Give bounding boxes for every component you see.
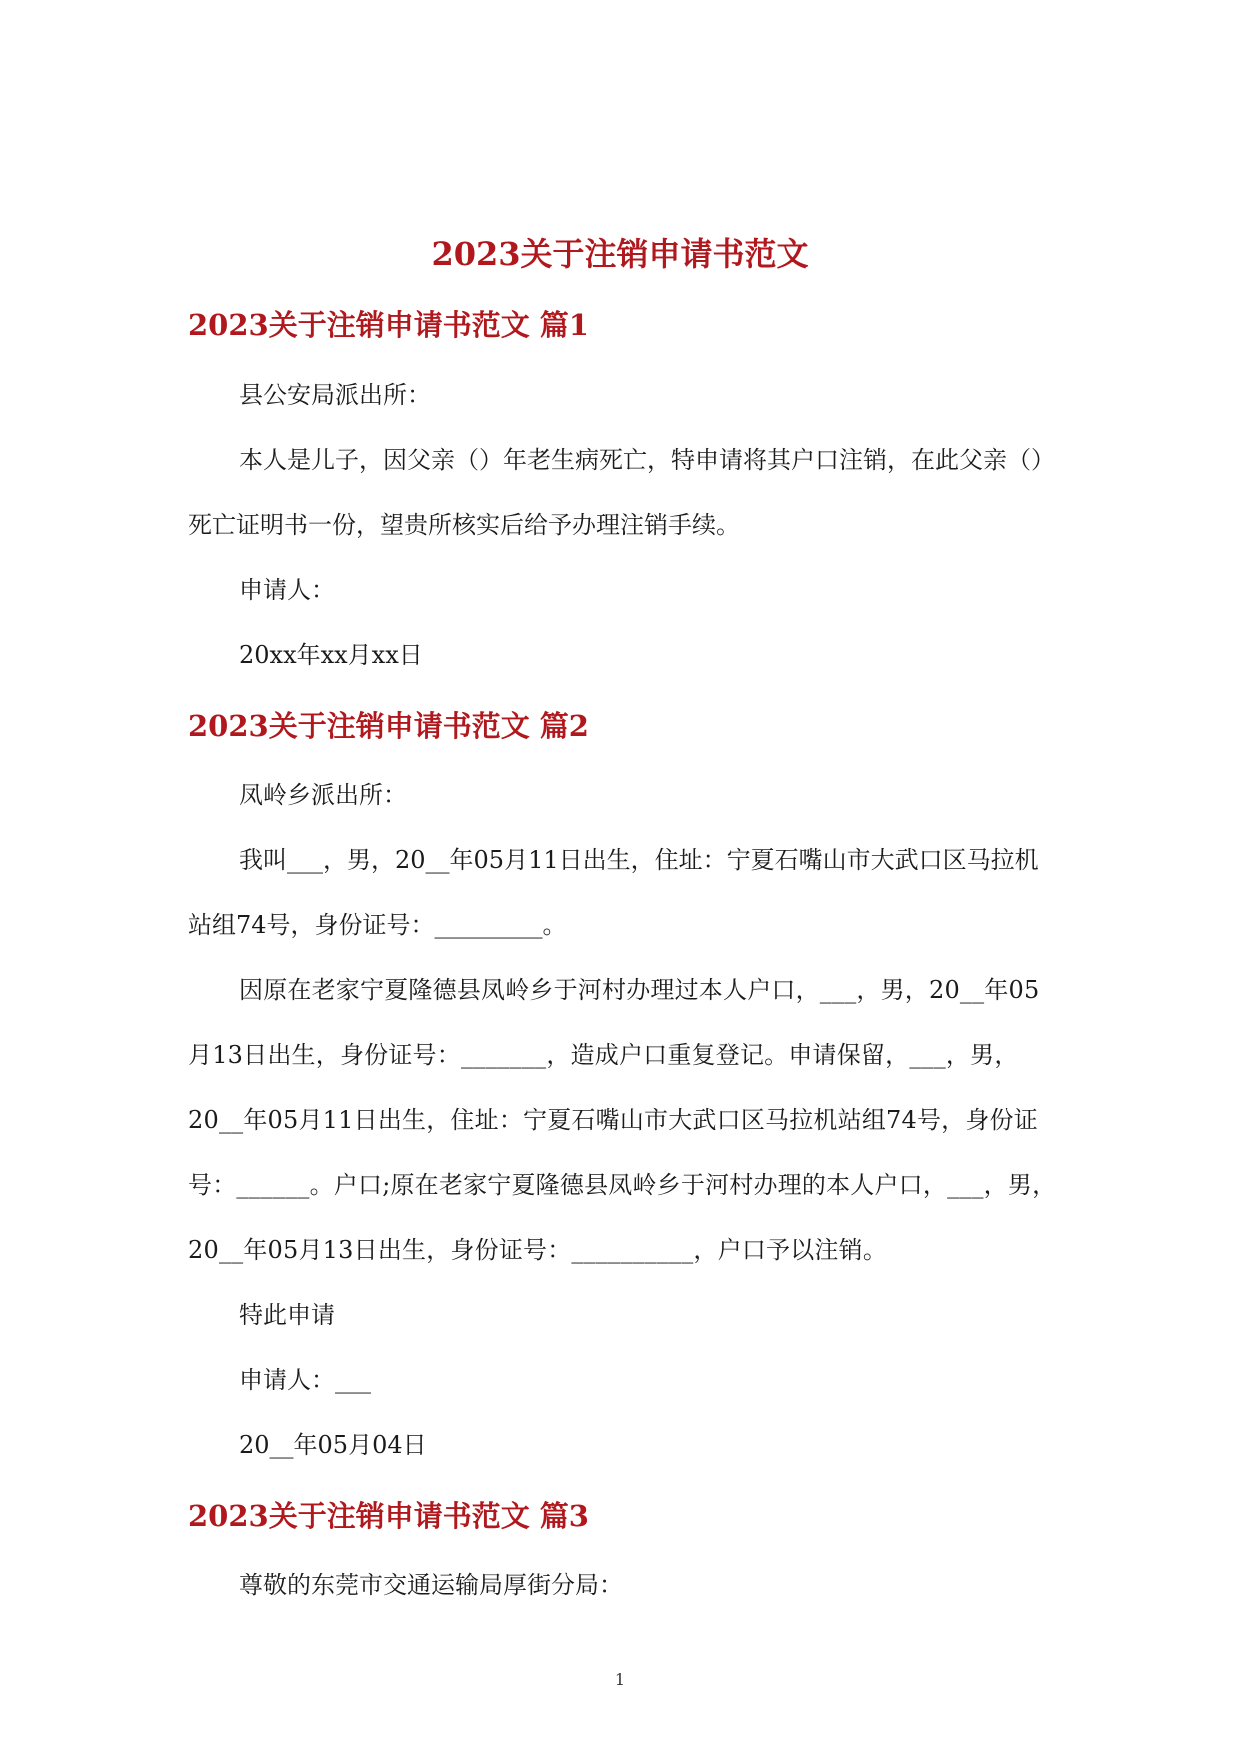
paragraph: 凤岭乡派出所：	[239, 781, 407, 809]
paragraph: 申请人：___	[239, 1366, 371, 1394]
paragraph: 县公安局派出所：	[239, 381, 431, 409]
document-title: 2023关于注销申请书范文	[431, 235, 809, 273]
section-heading-3: 2023关于注销申请书范文 篇3	[188, 1499, 589, 1533]
paragraph: 20__年05月04日	[239, 1431, 427, 1459]
page-number: 1	[614, 1670, 626, 1689]
paragraph: 我叫___，男，20__年05月11日出生，住址：宁夏石嘴山市大武口区马拉机站组74号，身份证号：_________。	[188, 846, 1039, 939]
paragraph: 尊敬的东莞市交通运输局厚街分局：	[239, 1571, 623, 1599]
paragraph: 因原在老家宁夏隆德县凤岭乡于河村办理过本人户口，___，男，20__年05月13日出生，身份证号：_______，造成户口重复登记。申请保留，___，男，20__年05月11日出生，住址：宁夏石嘴山市大武口区马拉机站组74号，身份证号：______。户口;原在老家宁夏隆德县凤岭乡于河村办理的本人户口，___，男，20__年05月13日出生，身份证号：__________，户口予以注销。	[188, 976, 1057, 1264]
paragraph: 申请人：	[239, 576, 335, 604]
paragraph: 特此申请	[239, 1301, 335, 1329]
paragraph: 20xx年xx月xx日	[239, 641, 423, 669]
section-heading-2: 2023关于注销申请书范文 篇2	[188, 709, 589, 743]
paragraph: 本人是儿子，因父亲（）年老生病死亡，特申请将其户口注销，在此父亲（）死亡证明书一份，望贵所核实后给予办理注销手续。	[188, 446, 1055, 539]
section-heading-1: 2023关于注销申请书范文 篇1	[188, 308, 589, 342]
